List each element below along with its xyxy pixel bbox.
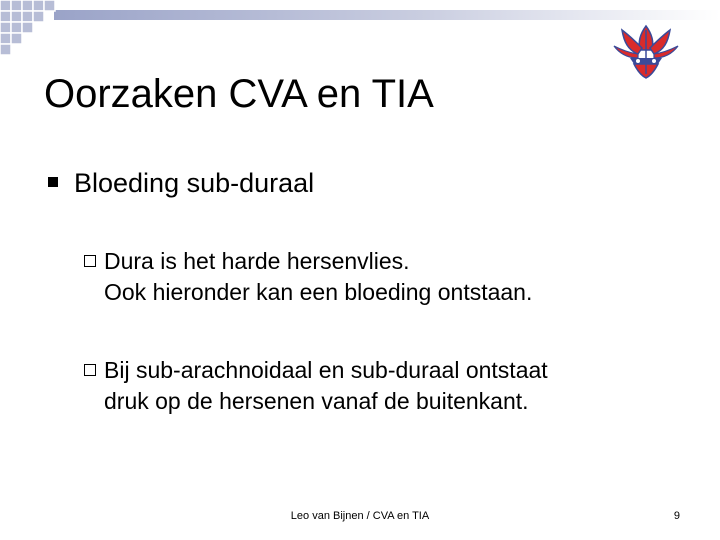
- square-bullet-icon: [48, 177, 58, 187]
- slide-title: Oorzaken CVA en TIA: [44, 72, 434, 116]
- footer-text: Leo van Bijnen / CVA en TIA: [290, 510, 430, 522]
- hollow-square-bullet-icon: [84, 255, 96, 267]
- sub-bullet-text-line: Dura is het harde hersenvlies.: [104, 248, 410, 274]
- page-number: 9: [673, 510, 680, 522]
- sub-bullet-text-line: Bij sub-arachnoidaal en sub-duraal ontstaat: [104, 357, 548, 383]
- bullet-text: Bloeding sub-duraal: [74, 168, 315, 198]
- sub-bullet-text-line: druk op de hersenen vanaf de buitenkant.: [104, 388, 529, 414]
- scouting-lily-logo-icon: [612, 20, 680, 80]
- hollow-square-bullet-icon: [84, 364, 96, 376]
- sub-bullet-text-line: Ook hieronder kan een bloeding ontstaan.: [104, 279, 533, 305]
